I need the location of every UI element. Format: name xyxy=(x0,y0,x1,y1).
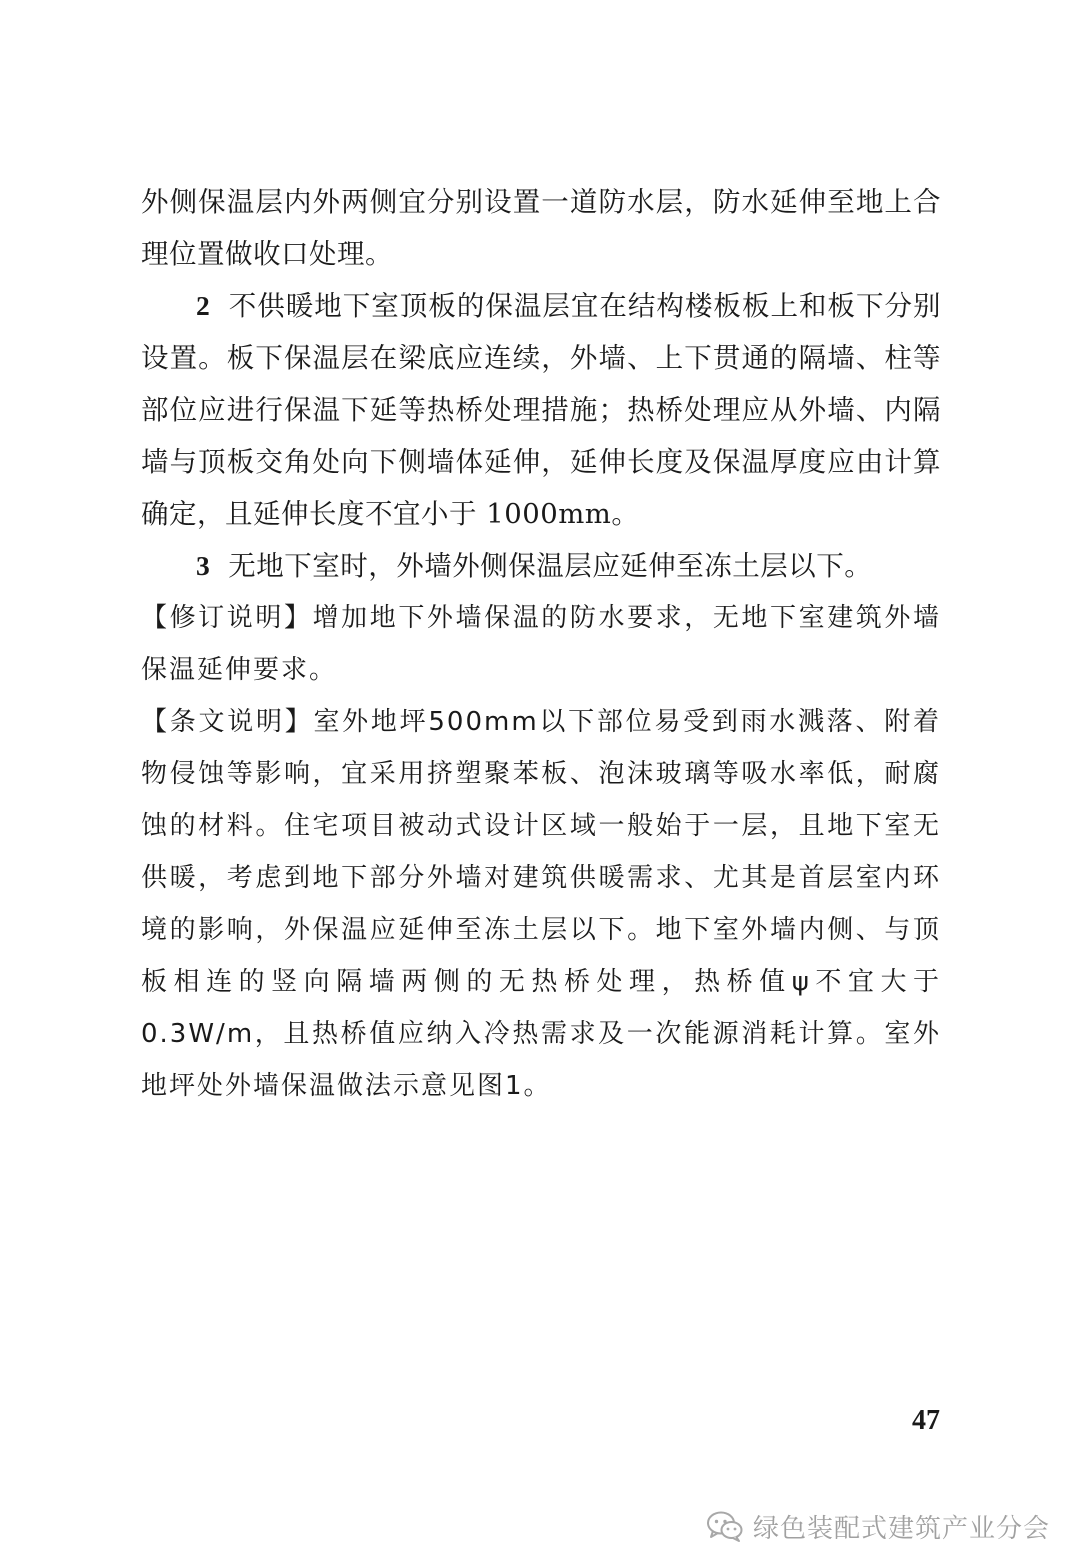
page-number: 47 xyxy=(912,1405,940,1436)
revision-note xyxy=(141,592,941,696)
clause-note-text: 室外地坪500mm以下部位易受到雨水溅落、附着物侵蚀等影响，宜采用挤塑聚苯板、泡沫玻璃等吸水率低，耐腐蚀的材料。住宅项目被动式设计区域一般始于一层，且地下室无供暖，考虑到地下部分外墙对建筑供暖需求、尤其是首层室内环境的影响，外保温应延伸至冻土层以下。地下室外墙内侧、与顶板相连的竖向隔墙两侧的无热桥处理，热桥值ψ不宜大于0.3W/m，且热桥值应纳入冷热需求及一次能源消耗计算。室外地坪处外墙保温做法示意见图1。 xyxy=(141,707,941,1101)
clause-note xyxy=(141,696,941,1112)
paragraph-text: 外侧保温层内外两侧宜分别设置一道防水层，防水延伸至地上合理位置做收口处理。 xyxy=(141,186,941,270)
item-number: 3 xyxy=(196,550,211,581)
clause-note-label: 【条文说明】 xyxy=(141,707,314,737)
paragraph-item-2 xyxy=(141,280,941,540)
wechat-icon xyxy=(705,1506,745,1546)
page-content xyxy=(141,176,941,1112)
paragraph-text: 无地下室时，外墙外侧保温层应延伸至冻土层以下。 xyxy=(228,550,873,582)
revision-note-label: 【修订说明】 xyxy=(141,603,313,633)
paragraph-item-3 xyxy=(141,540,941,592)
watermark xyxy=(705,1498,1050,1554)
item-number: 2 xyxy=(196,290,211,321)
paragraph-continuation xyxy=(141,176,941,280)
revision-note-text: 增加地下外墙保温的防水要求，无地下室建筑外墙保温延伸要求。 xyxy=(141,603,941,685)
watermark-text: 绿色装配式建筑产业分会 xyxy=(753,1513,1051,1544)
paragraph-text: 不供暖地下室顶板的保温层宜在结构楼板板上和板下分别设置。板下保温层在梁底应连续，外墙、上下贯通的隔墙、柱等部位应进行保温下延等热桥处理措施；热桥处理应从外墙、内隔墙与顶板交角处向下侧墙体延伸，延伸长度及保温厚度应由计算确定，且延伸长度不宜小于 1000mm。 xyxy=(141,290,941,530)
